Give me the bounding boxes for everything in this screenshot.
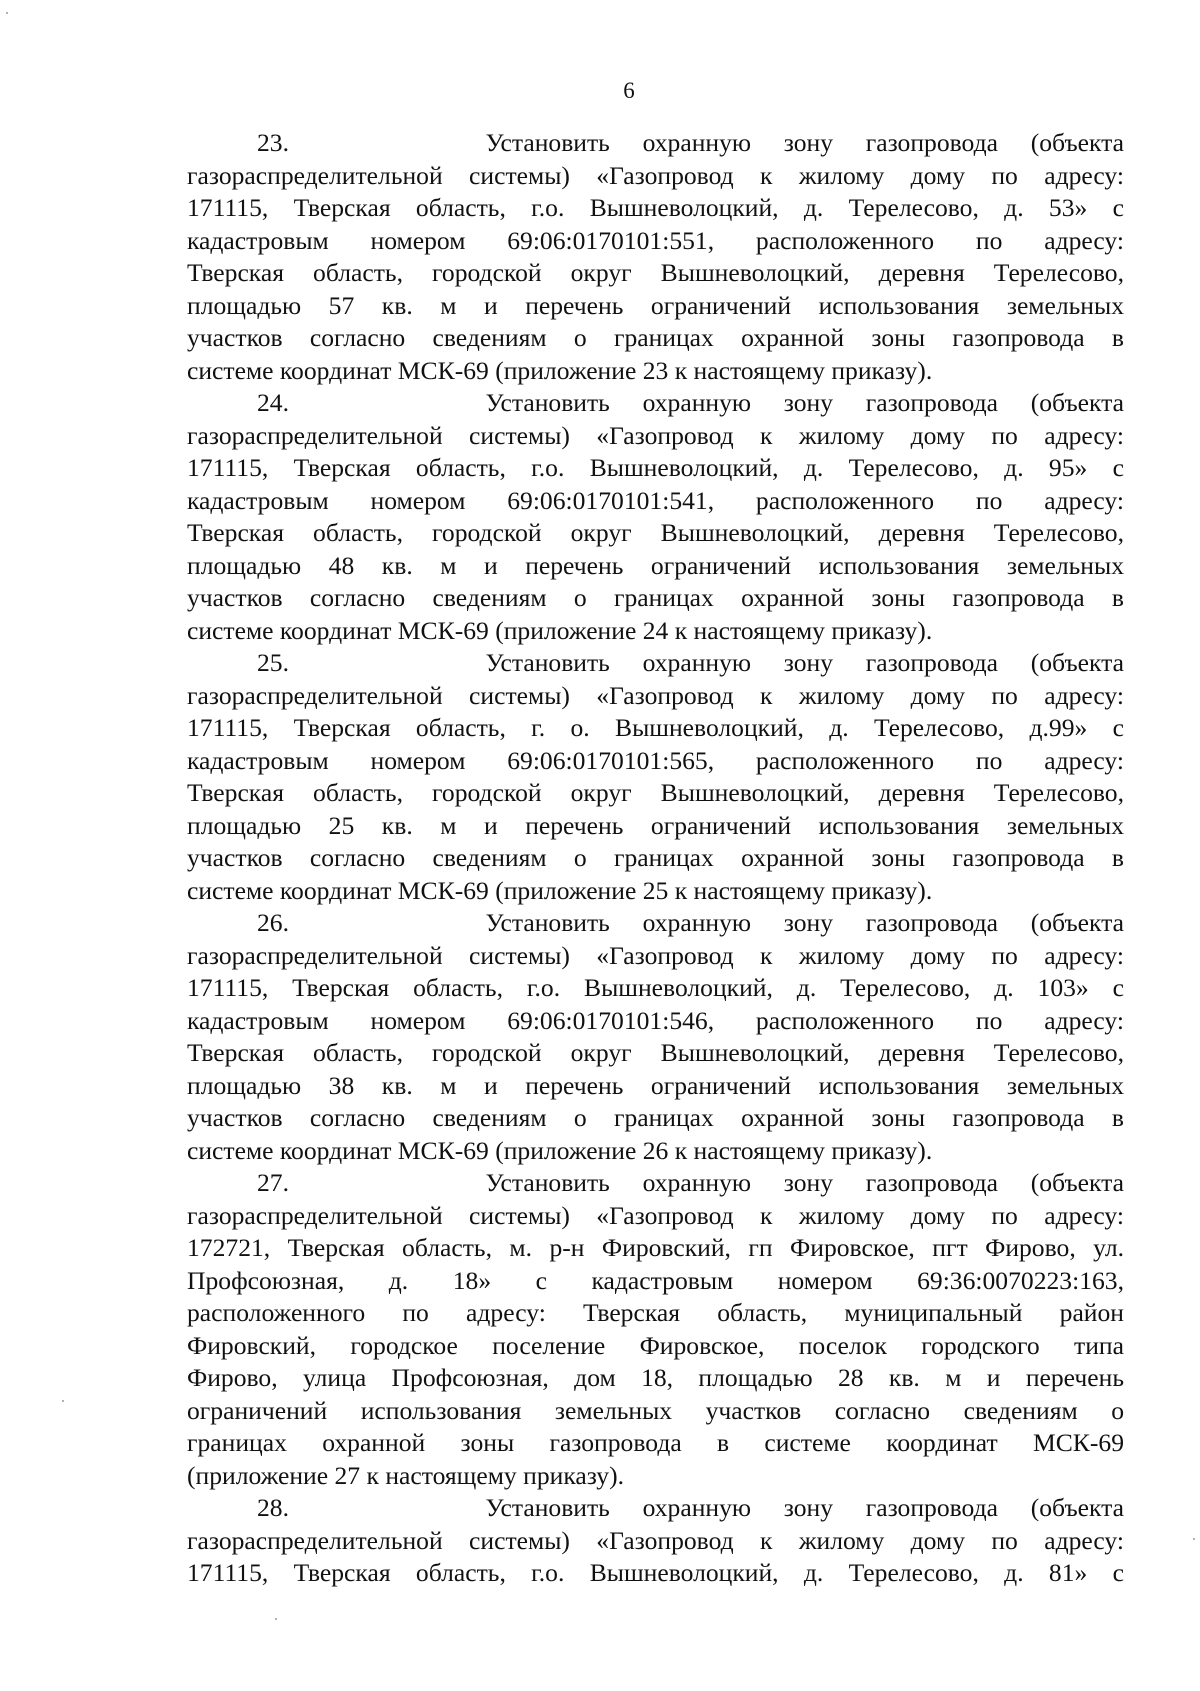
paragraph-item [187, 127, 1124, 387]
paragraph-line: площадью 25 кв. м и перечень ограничений использования земельных [187, 810, 1124, 840]
paragraph-line: площадью 57 кв. м и перечень ограничений использования земельных [187, 290, 1124, 320]
paragraph-line: Профсоюзная, д. 18» с кадастровым номером 69:36:0070223:163, [187, 1265, 1124, 1295]
scan-speck [275, 1618, 277, 1620]
paragraph-line: кадастровым номером 69:06:0170101:546, расположенного по адресу: [187, 1005, 1124, 1035]
paragraph-line: газораспределительной системы) «Газопровод к жилому дому по адресу: [187, 1525, 1124, 1555]
paragraph-line: кадастровым номером 69:06:0170101:551, расположенного по адресу: [187, 225, 1124, 255]
paragraph-line: участков согласно сведениям о границах охранной зоны газопровода в [187, 1103, 1124, 1132]
paragraph-first-line: 28. Установить охранную зону газопровода (объекта [257, 1493, 1124, 1522]
page-number: 6 [623, 78, 635, 103]
paragraph-line: газораспределительной системы) «Газопровод к жилому дому по адресу: [187, 1200, 1124, 1230]
paragraph-line: системе координат МСК-69 (приложение 25 к настоящему приказу). [187, 875, 933, 905]
paragraph-item [187, 1167, 1124, 1492]
scan-speck [62, 1400, 64, 1402]
paragraph-line: (приложение 27 к настоящему приказу). [187, 1460, 625, 1490]
paragraph-line: системе координат МСК-69 (приложение 23 к настоящему приказу). [187, 355, 933, 385]
paragraph-item [187, 907, 1124, 1167]
paragraph-line: системе координат МСК-69 (приложение 24 к настоящему приказу). [187, 615, 933, 645]
paragraph-first-line: 27. Установить охранную зону газопровода (объекта [257, 1168, 1124, 1197]
paragraph-line: участков согласно сведениям о границах охранной зоны газопровода в [187, 843, 1124, 872]
paragraph-line: ограничений использования земельных участков согласно сведениям о [187, 1395, 1124, 1425]
paragraph-first-line: 26. Установить охранную зону газопровода (объекта [257, 908, 1124, 937]
paragraph-first-line: 23. Установить охранную зону газопровода (объекта [257, 128, 1124, 157]
paragraph-line: газораспределительной системы) «Газопровод к жилому дому по адресу: [187, 680, 1124, 710]
paragraph-line: 171115, Тверская область, г. о. Вышневолоцкий, д. Терелесово, д.99» с [187, 713, 1124, 742]
paragraph-line: Тверская область, городской округ Вышневолоцкий, деревня Терелесово, [187, 518, 1124, 547]
paragraph-line: 171115, Тверская область, г.о. Вышневолоцкий, д. Терелесово, д. 81» с [187, 1558, 1124, 1587]
paragraph-line: газораспределительной системы) «Газопровод к жилому дому по адресу: [187, 420, 1124, 450]
paragraph-line: кадастровым номером 69:06:0170101:565, расположенного по адресу: [187, 745, 1124, 775]
paragraph-line: газораспределительной системы) «Газопровод к жилому дому по адресу: [187, 160, 1124, 190]
scan-speck [1193, 1538, 1195, 1540]
paragraph-line: 172721, Тверская область, м. р-н Фировский, гп Фировское, пгт Фирово, ул. [187, 1233, 1124, 1262]
document-body [187, 127, 1124, 1590]
paragraph-line: участков согласно сведениям о границах охранной зоны газопровода в [187, 323, 1124, 352]
paragraph-line: системе координат МСК-69 (приложение 26 к настоящему приказу). [187, 1135, 933, 1165]
scan-speck [6, 12, 8, 14]
paragraph-line: 171115, Тверская область, г.о. Вышневолоцкий, д. Терелесово, д. 103» с [187, 973, 1124, 1002]
paragraph-line: Фирово, улица Профсоюзная, дом 18, площадью 28 кв. м и перечень [187, 1363, 1124, 1392]
paragraph-line: Тверская область, городской округ Вышневолоцкий, деревня Терелесово, [187, 778, 1124, 807]
paragraph-line: Тверская область, городской округ Вышневолоцкий, деревня Терелесово, [187, 258, 1124, 287]
paragraph-first-line: 24. Установить охранную зону газопровода (объекта [257, 388, 1124, 417]
paragraph-item [187, 1492, 1124, 1590]
paragraph-line: газораспределительной системы) «Газопровод к жилому дому по адресу: [187, 940, 1124, 970]
paragraph-line: расположенного по адресу: Тверская область, муниципальный район [187, 1298, 1124, 1327]
paragraph-line: 171115, Тверская область, г.о. Вышневолоцкий, д. Терелесово, д. 95» с [187, 453, 1124, 482]
paragraph-item [187, 387, 1124, 647]
paragraph-line: площадью 48 кв. м и перечень ограничений использования земельных [187, 550, 1124, 580]
paragraph-line: площадью 38 кв. м и перечень ограничений использования земельных [187, 1070, 1124, 1100]
paragraph-line: границах охранной зоны газопровода в системе координат МСК-69 [187, 1428, 1124, 1457]
paragraph-line: кадастровым номером 69:06:0170101:541, расположенного по адресу: [187, 485, 1124, 515]
paragraph-line: Фировский, городское поселение Фировское, поселок городского типа [187, 1330, 1124, 1360]
paragraph-first-line: 25. Установить охранную зону газопровода (объекта [257, 648, 1124, 677]
paragraph-line: Тверская область, городской округ Вышневолоцкий, деревня Терелесово, [187, 1038, 1124, 1067]
paragraph-item [187, 647, 1124, 907]
paragraph-line: участков согласно сведениям о границах охранной зоны газопровода в [187, 583, 1124, 612]
paragraph-line: 171115, Тверская область, г.о. Вышневолоцкий, д. Терелесово, д. 53» с [187, 193, 1124, 222]
